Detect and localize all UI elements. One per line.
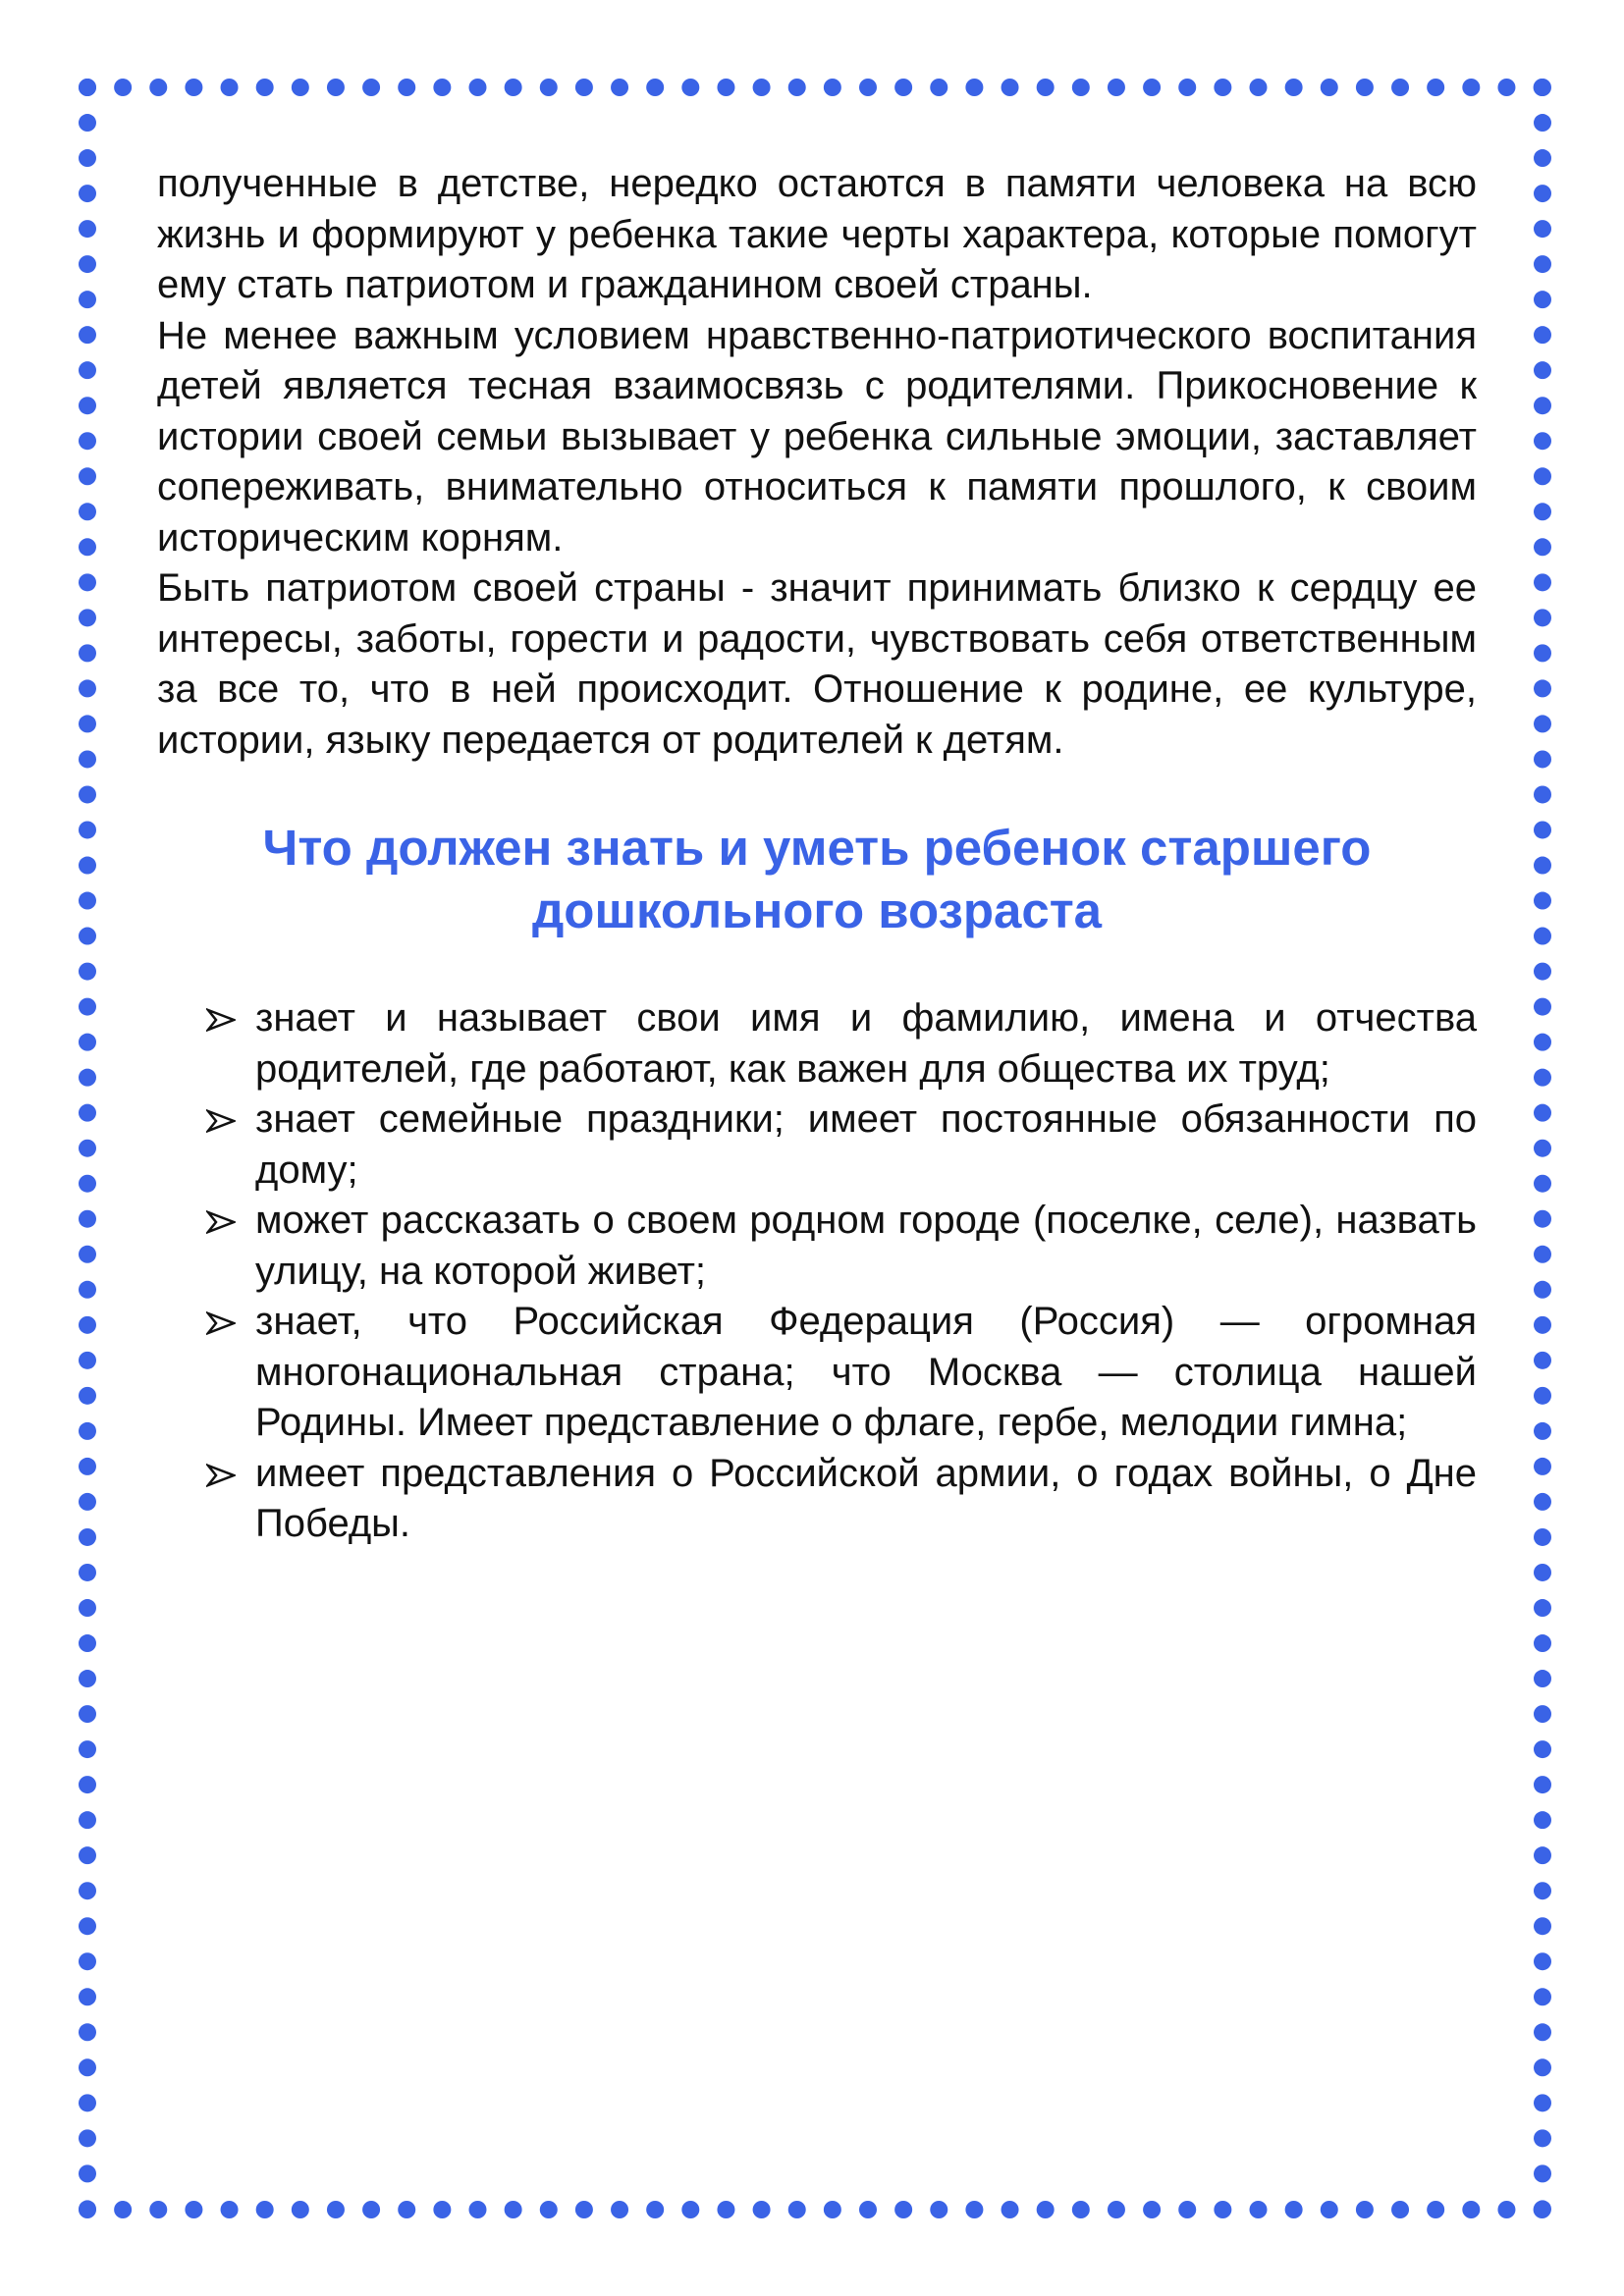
list-item-text: знает, что Российская Федерация (Россия) — огромная многонациональная страна; что Москва — столица нашей Родины. Имеет представление о флаге, гербе, мелодии гимна;	[255, 1300, 1477, 1444]
section-heading-line2: дошкольного возраста	[531, 882, 1103, 938]
section-heading-line1: Что должен знать и уметь ребенок старшего	[262, 820, 1372, 876]
skills-list	[157, 993, 1477, 1550]
section-heading	[157, 817, 1477, 942]
paragraph-parents: Не менее важным условием нравственно-патриотического воспитания детей является тесная взаимосвязь с родителями. Прикосновение к истории своей семьи вызывает у ребенка сильные эмоции, заставляет сопереживать, внимательно относиться к памяти прошлого, к своим историческим корням.	[157, 313, 1477, 560]
list-item-text: знает и называет свои имя и фамилию, имена и отчества родителей, где работают, как важен для общества их труд;	[255, 996, 1477, 1091]
list-item-text: имеет представления о Российской армии, о годах войны, о Дне Победы.	[255, 1451, 1477, 1545]
list-item	[206, 993, 1477, 1095]
list-item-text: может рассказать о своем родном городе (поселке, селе), назвать улицу, на которой живет;	[255, 1199, 1477, 1293]
document-body	[157, 159, 1477, 1550]
list-item	[206, 1449, 1477, 1550]
list-item-text: знает семейные праздники; имеет постоянные обязанности по дому;	[255, 1097, 1477, 1192]
arrow-bullet-icon	[206, 1007, 236, 1033]
paragraph-childhood: полученные в детстве, нередко остаются в памяти человека на всю жизнь и формируют у ребенка такие черты характера, которые помогут ему стать патриотом и гражданином своей страны.	[157, 162, 1477, 306]
arrow-bullet-icon	[206, 1209, 236, 1235]
arrow-bullet-icon	[206, 1463, 236, 1488]
list-item	[206, 1297, 1477, 1449]
arrow-bullet-icon	[206, 1108, 236, 1134]
paragraph-patriot: Быть патриотом своей страны - значит принимать близко к сердцу ее интересы, заботы, горести и радости, чувствовать себя ответственным за все то, что в ней происходит. Отношение к родине, ее культуре, истории, языку передается от родителей к детям.	[157, 566, 1477, 762]
list-item	[206, 1196, 1477, 1297]
list-item	[206, 1095, 1477, 1196]
arrow-bullet-icon	[206, 1310, 236, 1336]
